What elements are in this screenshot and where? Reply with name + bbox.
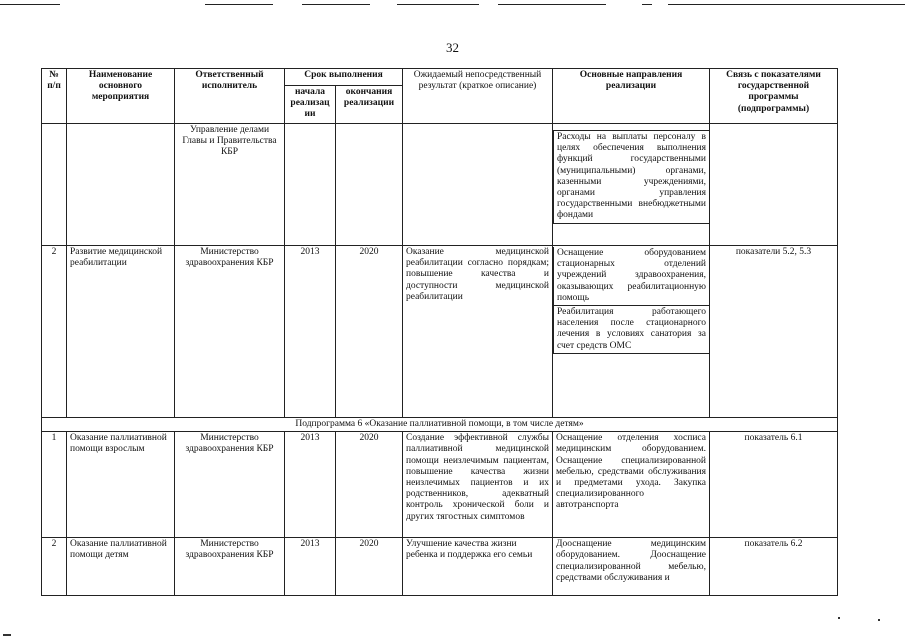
header-link: Связь с показателями государственной программы (подпрограммы) [710, 69, 838, 124]
row-number: 2 [42, 538, 67, 596]
header-rule [668, 4, 905, 5]
table-row [42, 432, 838, 538]
header-rule [397, 4, 479, 5]
executor-cell: Министерство здравоохранения КБР [175, 432, 285, 538]
direction-cell: Расходы на выплаты персоналу в целях обеспечения выполнения функций государственными (муниципальными) органами, казенными учреждениями, органами управления государственными внебюджетными фондами [553, 130, 710, 224]
activities-table [41, 68, 838, 596]
row-number: 2 [42, 246, 67, 418]
end-year: 2020 [336, 432, 403, 538]
start-year: 2013 [285, 538, 336, 596]
table-row [42, 124, 838, 246]
header-result: Ожидаемый непосредственный результат (краткое описание) [403, 69, 553, 124]
header-rule [642, 4, 652, 5]
executor-cell: Министерство здравоохранения КБР [175, 538, 285, 596]
result-cell: Оказание медицинской реабилитации согласно порядкам; повышение качества и доступности медицинской реабилитации [403, 246, 553, 418]
subprogram-title: Подпрограмма 6 «Оказание паллиативной помощи, в том числе детям» [42, 418, 838, 432]
executor-cell: Управление делами Главы и Правительства КБР [175, 124, 285, 246]
page-number: 32 [446, 40, 459, 55]
activity-name: Оказание паллиативной помощи детям [67, 538, 175, 596]
indicator-link: показатели 5.2, 5.3 [710, 246, 838, 418]
result-cell: Создание эффективной службы паллиативной медицинской помощи неизлечимым пациентам, повышение качества жизни неизлечимых пациентов и их родственников, адекватный контроль хронической боли и других тягостных симптомов [403, 432, 553, 538]
header-rule [498, 4, 606, 5]
header-directions: Основные направления реализации [553, 69, 710, 124]
scan-speck [878, 619, 880, 621]
activity-name: Оказание паллиативной помощи взрослым [67, 432, 175, 538]
header-executor: Ответственный исполнитель [175, 69, 285, 124]
start-year: 2013 [285, 432, 336, 538]
header-rule [0, 4, 60, 5]
header-term: Срок выполнения [285, 69, 403, 86]
result-cell: Улучшение качества жизни ребенка и поддержка его семьи [403, 538, 553, 596]
end-year: 2020 [336, 538, 403, 596]
direction-cell: Оснащение оборудованием стационарных отделений учреждений здравоохранения, оказывающих реабилитационную помощь [553, 247, 710, 306]
scan-speck [3, 634, 11, 636]
indicator-link: показатель 6.1 [710, 432, 838, 538]
header-end: окончания реализации [336, 86, 403, 124]
direction-cell: Реабилитация работающего населения после стационарного лечения в условиях санатория за счет средств ОМС [553, 306, 710, 354]
activity-name: Развитие медицинской реабилитации [67, 246, 175, 418]
header-name: Наименование основного мероприятия [67, 69, 175, 124]
header-rule [205, 4, 273, 5]
scan-speck [838, 617, 840, 619]
table-row [42, 246, 838, 418]
header-rule [302, 4, 370, 5]
row-number: 1 [42, 432, 67, 538]
start-year: 2013 [285, 246, 336, 418]
header-start: начала реализац ии [285, 86, 336, 124]
direction-cell: Оснащение отделения хосписа медицинским оборудованием. Оснащение специализированной мебелью, средствами обслуживания и предметами ухода. Закупка специализированного автотранспорта [553, 432, 710, 538]
executor-cell: Министерство здравоохранения КБР [175, 246, 285, 418]
end-year: 2020 [336, 246, 403, 418]
header-num: № п/п [42, 69, 67, 124]
indicator-link: показатель 6.2 [710, 538, 838, 596]
table-row [42, 538, 838, 596]
direction-cell: Дооснащение медицинским оборудованием. Дооснащение специализированной мебелью, средствами обслуживания и [553, 538, 710, 596]
